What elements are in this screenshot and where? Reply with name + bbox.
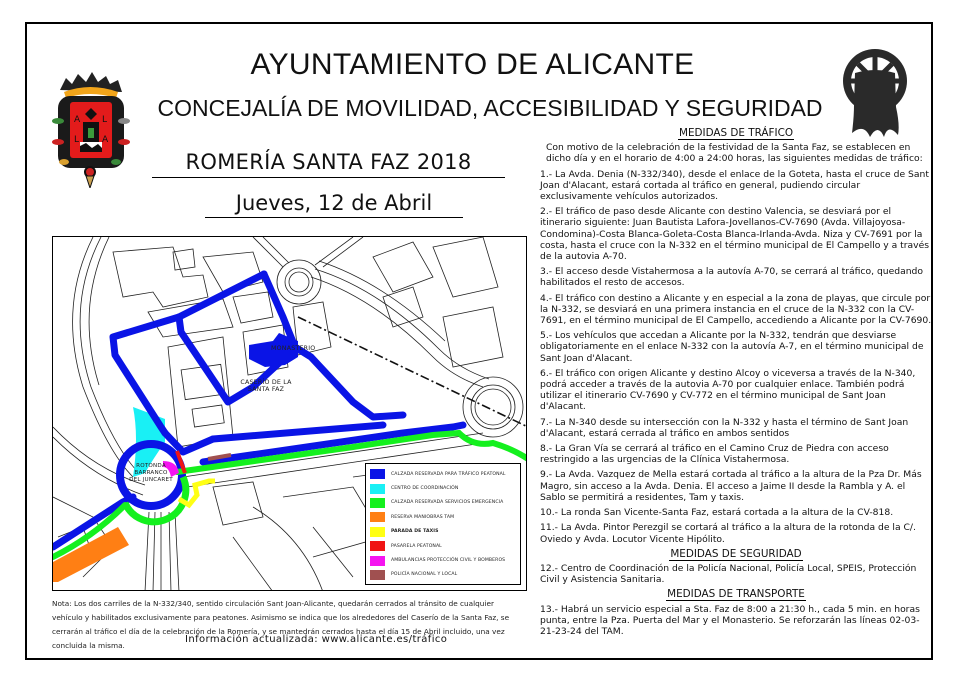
- legend-swatch: [370, 541, 385, 551]
- legend-swatch: [370, 469, 385, 479]
- legend-item-peatonal: CALZADA RESERVADA PARA TRÁFICO PEATONAL: [370, 467, 516, 481]
- traffic-measure-7: 7.- La N-340 desde su intersección con la N-332 y hasta el término de Sant Joan d'Alacant, estará cerrada al tráfico en ambos sentidos: [540, 416, 909, 439]
- map-label-rotonda: ROTONDA BARRANCO DEL JUNCARET: [129, 463, 173, 483]
- traffic-intro: Con motivo de la celebración de la festividad de la Santa Faz, se establecen en dicho día y en el horario de 4:00 a 24:00 horas, las siguientes medidas de tráfico:: [546, 142, 923, 165]
- legend-item-pasarela: PASARELA PEATONAL: [370, 539, 516, 553]
- department-subtitle: CONCEJALÍA DE MOVILIDAD, ACCESIBILIDAD Y SEGURIDAD: [157, 95, 823, 121]
- map-label-caserio: CASERÍO DE LA SANTA FAZ: [240, 379, 292, 393]
- legend-swatch: [370, 498, 385, 508]
- event-title: ROMERÍA SANTA FAZ 2018: [152, 150, 505, 178]
- svg-text:L: L: [102, 115, 108, 125]
- legend-item-policia: POLICÍA NACIONAL Y LOCAL: [370, 568, 516, 582]
- map-note: Nota: Los dos carriles de la N-332/340, sentido circulación Sant Joan-Alicante, quedarán cerrados al tránsito de cualquier vehículo y habilitados exclusivamente para peatones. Asimismo se indica que los alrededores del Caserío de la Santa Faz, se cerrarán al tráfico el día de la celebración de la Romería, y se mantedrán cerrados hasta el día 15 de Abril incluido, una vez concluida la misma.: [52, 599, 510, 650]
- legend-swatch: [370, 527, 385, 537]
- legend-item-taxis: PARADA DE TAXIS: [370, 525, 516, 539]
- legend-swatch: [370, 570, 385, 580]
- transport-section-title: MEDIDAS DE TRANSPORTE: [667, 588, 805, 601]
- event-date: Jueves, 12 de Abril: [205, 191, 463, 218]
- traffic-measure-3: 3.- El acceso desde Vistahermosa a la autovía A-70, se cerrará al tráfico, quedando habilitados el resto de accesos.: [540, 266, 923, 289]
- traffic-measure-8: 8.- La Gran Vía se cerrará al tráfico en el Camino Cruz de Piedra con acceso restringido a las urgencias de la Clínica Vistahermosa.: [540, 443, 889, 466]
- traffic-measure-5: 5.- Los vehículos que accedan a Alicante por la N-332, tendrán que desviarse obligatoriamente en el enlace N-332 con la autovía A-7, en el término municipal de Sant Joan d'Alacant.: [540, 330, 924, 364]
- traffic-measure-9: 9.- La Avda. Vazquez de Mella estará cortada al tráfico a la altura de la Pza Dr. Más Magro, sin acceso a la Avda. Denia. El acceso a Jaime II desde la Rambla y A. el Sablo se permitirá a residentes, Tam y taxis.: [540, 469, 922, 503]
- map-label-monastery: MONASTERIO: [271, 345, 316, 352]
- legend-swatch: [370, 512, 385, 522]
- traffic-measure-4: 4.- El tráfico con destino a Alicante y en especial a la zona de playas, que circule por la N-332, se desviará en una primera instancia en el cruce de la N-332 con la CV-7691, en el término municipal de El Campello, accediendo a Alicante por la CV-7690.: [540, 292, 932, 327]
- alicante-crest-logo: [50, 66, 130, 188]
- legend-item-ambulancias: AMBULANCIAS PROTECCIÓN CIVIL Y BOMBEROS: [370, 553, 516, 567]
- traffic-measure-10: 10.- La ronda San Vicente-Santa Faz, estará cortada a la altura de la CV-818.: [540, 507, 894, 519]
- legend-item-tam: RESERVA MANIOBRAS TAM: [370, 510, 516, 524]
- info-link[interactable]: Información actualizada: www.alicante.es/tráfico: [185, 634, 448, 645]
- legend-swatch: [370, 484, 385, 494]
- traffic-measure-6: 6.- El tráfico con origen Alicante y destino Alcoy o viceversa a través de la N-340, podrá acceder a través de la autovia A-70 por cualquier enlace. También podrá utilizar el itinerario CV-7690 y CV-772 en el término municipal de Sant Joan d'Alacant.: [540, 367, 916, 413]
- svg-text:A: A: [74, 115, 81, 125]
- page-title: AYUNTAMIENTO DE ALICANTE: [250, 48, 695, 81]
- traffic-measure-1: 1.- La Avda. Denia (N-332/340), desde el enlace de la Goteta, hasta el cruce de Sant Joan d'Alacant, estará cortada al tráfico en general, pudiendo circular exclusivamente vehículos autorizados.: [540, 168, 929, 203]
- security-section-title: MEDIDAS DE SEGURIDAD: [670, 547, 802, 560]
- legend-item-coordinacion: CENTRO DE COORDINACIÓN: [370, 481, 516, 495]
- svg-text:L: L: [74, 135, 80, 145]
- traffic-section-title: MEDIDAS DE TRÁFICO: [678, 127, 794, 139]
- traffic-measure-2: 2.- El tráfico de paso desde Alicante con destino Valencia, se desviará por el itinerario siguiente: Juan Bautista Lafora-Jovellanos-CV-7690 (Avda. Villajoyosa-Condomina)-Costa Blanca-Goleta-Costa Blanca-Irlanda-Avda. Niza y CV-7691 por la costa, hasta el cruce con la N-332 en el término municipal de El Campello y a través de la autovia A-70.: [540, 206, 930, 263]
- traffic-measure-11: 11.- La Avda. Pintor Perezgil se cortará al tráfico a la altura de la rotonda de la C/. Oviedo y Avda. Locutor Vicente Hipólito.: [540, 522, 916, 545]
- measures-panel: [540, 128, 932, 641]
- legend-item-emergencia: CALZADA RESERVADA SERVICIOS EMERGENCIA: [370, 496, 516, 510]
- svg-text:A: A: [102, 135, 109, 145]
- police-emblem-logo: [840, 45, 910, 140]
- legend-swatch: [370, 556, 385, 566]
- transport-measure-13: 13.- Habrá un servicio especial a Sta. Faz de 8:00 a 21:30 h., cada 5 min. en horas punta, entre la Pza. Puerta del Mar y el Monasterio. Se reforzarán las líneas 02-03-21-23-24 del TAM.: [540, 603, 920, 637]
- security-measure-12: 12.- Centro de Coordinación de la Policía Nacional, Policía Local, SPEIS, Protección Civil y Asistencia Sanitaria.: [540, 562, 917, 586]
- map-legend: [365, 463, 521, 585]
